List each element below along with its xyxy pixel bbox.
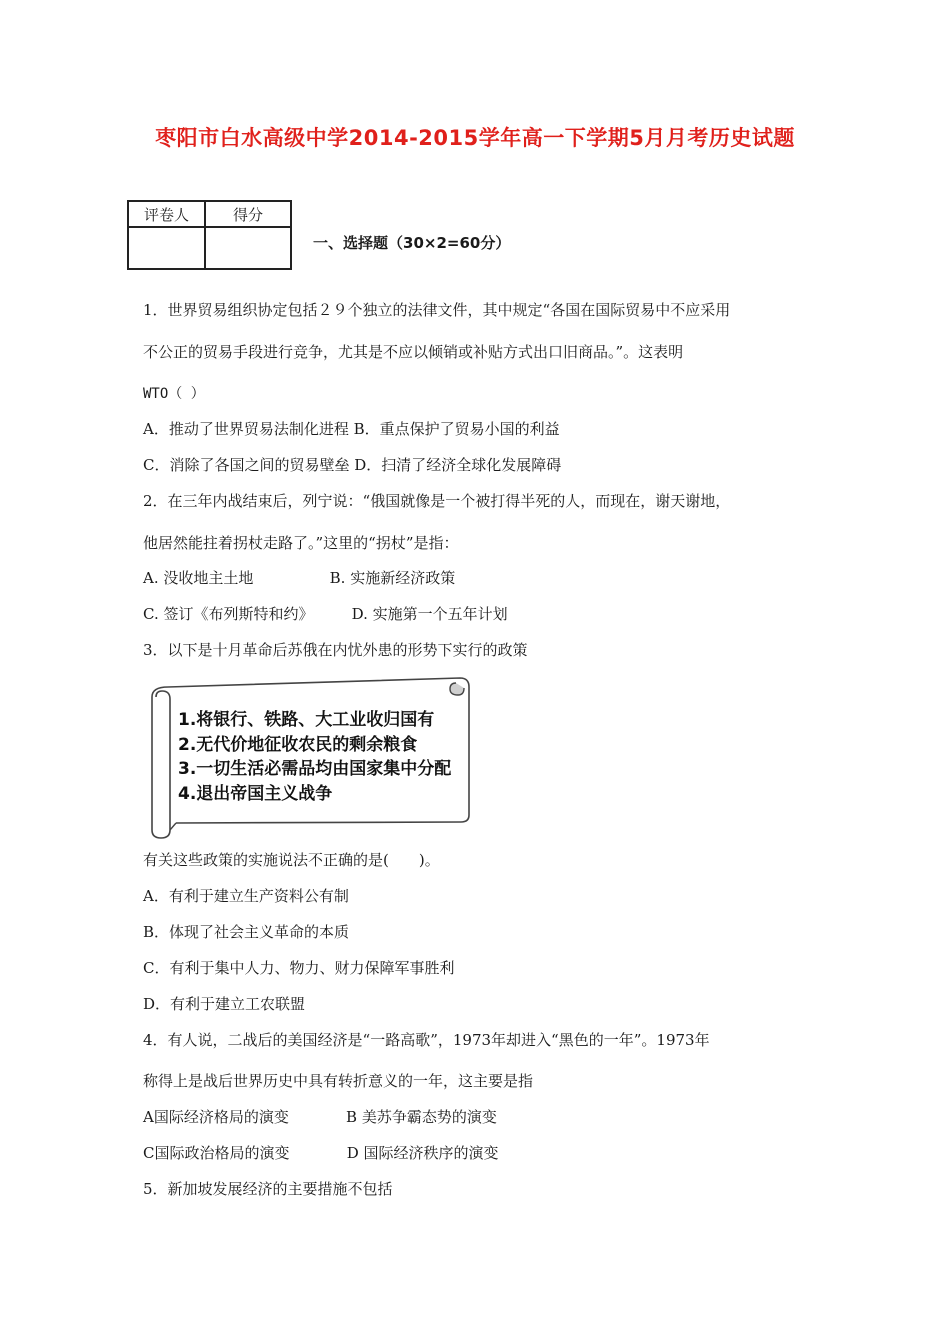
question-2-line-1: 2．在三年内战结束后，列宁说：“俄国就像是一个被打得半死的人，而现在，谢天谢地，: [143, 492, 731, 510]
scroll-text: [178, 708, 451, 806]
score-header: 得分: [205, 201, 291, 227]
score-cell[interactable]: [205, 227, 291, 269]
question-4-options-ab: A国际经济格局的演变 B 美苏争霸态势的演变: [143, 1108, 497, 1126]
score-table: [127, 200, 292, 270]
question-3-option-c: C．有利于集中人力、物力、财力保障军事胜利: [143, 959, 455, 977]
question-1-options-cd: C．消除了各国之间的贸易壁垒 D．扫清了经济全球化发展障碍: [143, 456, 562, 474]
question-1-line-2: 不公正的贸易手段进行竞争，尤其是不应以倾销或补贴方式出口旧商品。”。这表明: [143, 343, 684, 361]
question-2-line-2: 他居然能拄着拐杖走路了。”这里的“拐杖”是指：: [143, 534, 459, 552]
policy-scroll-figure: [148, 675, 472, 840]
section-title: 一、选择题（30×2=60分）: [313, 234, 511, 252]
question-1-options-ab: A．推动了世界贸易法制化进程 B．重点保护了贸易小国的利益: [143, 420, 560, 438]
question-4-options-cd: C国际政治格局的演变 D 国际经济秩序的演变: [143, 1144, 499, 1162]
question-4-line-1: 4．有人说，二战后的美国经济是“一路高歌”，1973年却进入“黑色的一年”。1973年: [143, 1031, 710, 1049]
policy-item-1: 1.将银行、铁路、大工业收归国有: [178, 710, 435, 730]
question-5-stem: 5．新加坡发展经济的主要措施不包括: [143, 1180, 393, 1198]
policy-item-3: 3.一切生活必需品均由国家集中分配: [178, 759, 452, 779]
grader-cell[interactable]: [128, 227, 205, 269]
grader-header: 评卷人: [128, 201, 205, 227]
question-4-line-2: 称得上是战后世界历史中具有转折意义的一年，这主要是指: [143, 1072, 534, 1090]
document-title: 枣阳市白水高级中学2014-2015学年高一下学期5月月考历史试题: [155, 126, 795, 150]
question-2-options-cd: C. 签订《布列斯特和约》 D. 实施第一个五年计划: [143, 605, 508, 623]
question-3-stem: 3．以下是十月革命后苏俄在内忧外患的形势下实行的政策: [143, 641, 528, 659]
question-1-line-1: 1．世界贸易组织协定包括２９个独立的法律文件，其中规定“各国在国际贸易中不应采用: [143, 301, 731, 319]
question-2-options-ab: A. 没收地主土地 B. 实施新经济政策: [143, 569, 456, 587]
question-3-option-a: A．有利于建立生产资料公有制: [143, 887, 349, 905]
question-3-question: 有关这些政策的实施说法不正确的是( )。: [143, 851, 440, 869]
question-1-line-3: WTO（ ）: [143, 386, 205, 402]
policy-item-4: 4.退出帝国主义战争: [178, 783, 333, 804]
policy-item-2: 2.无代价地征收农民的剩余粮食: [178, 734, 418, 755]
question-3-option-d: D．有利于建立工农联盟: [143, 995, 306, 1013]
question-3-option-b: B．体现了社会主义革命的本质: [143, 923, 350, 941]
